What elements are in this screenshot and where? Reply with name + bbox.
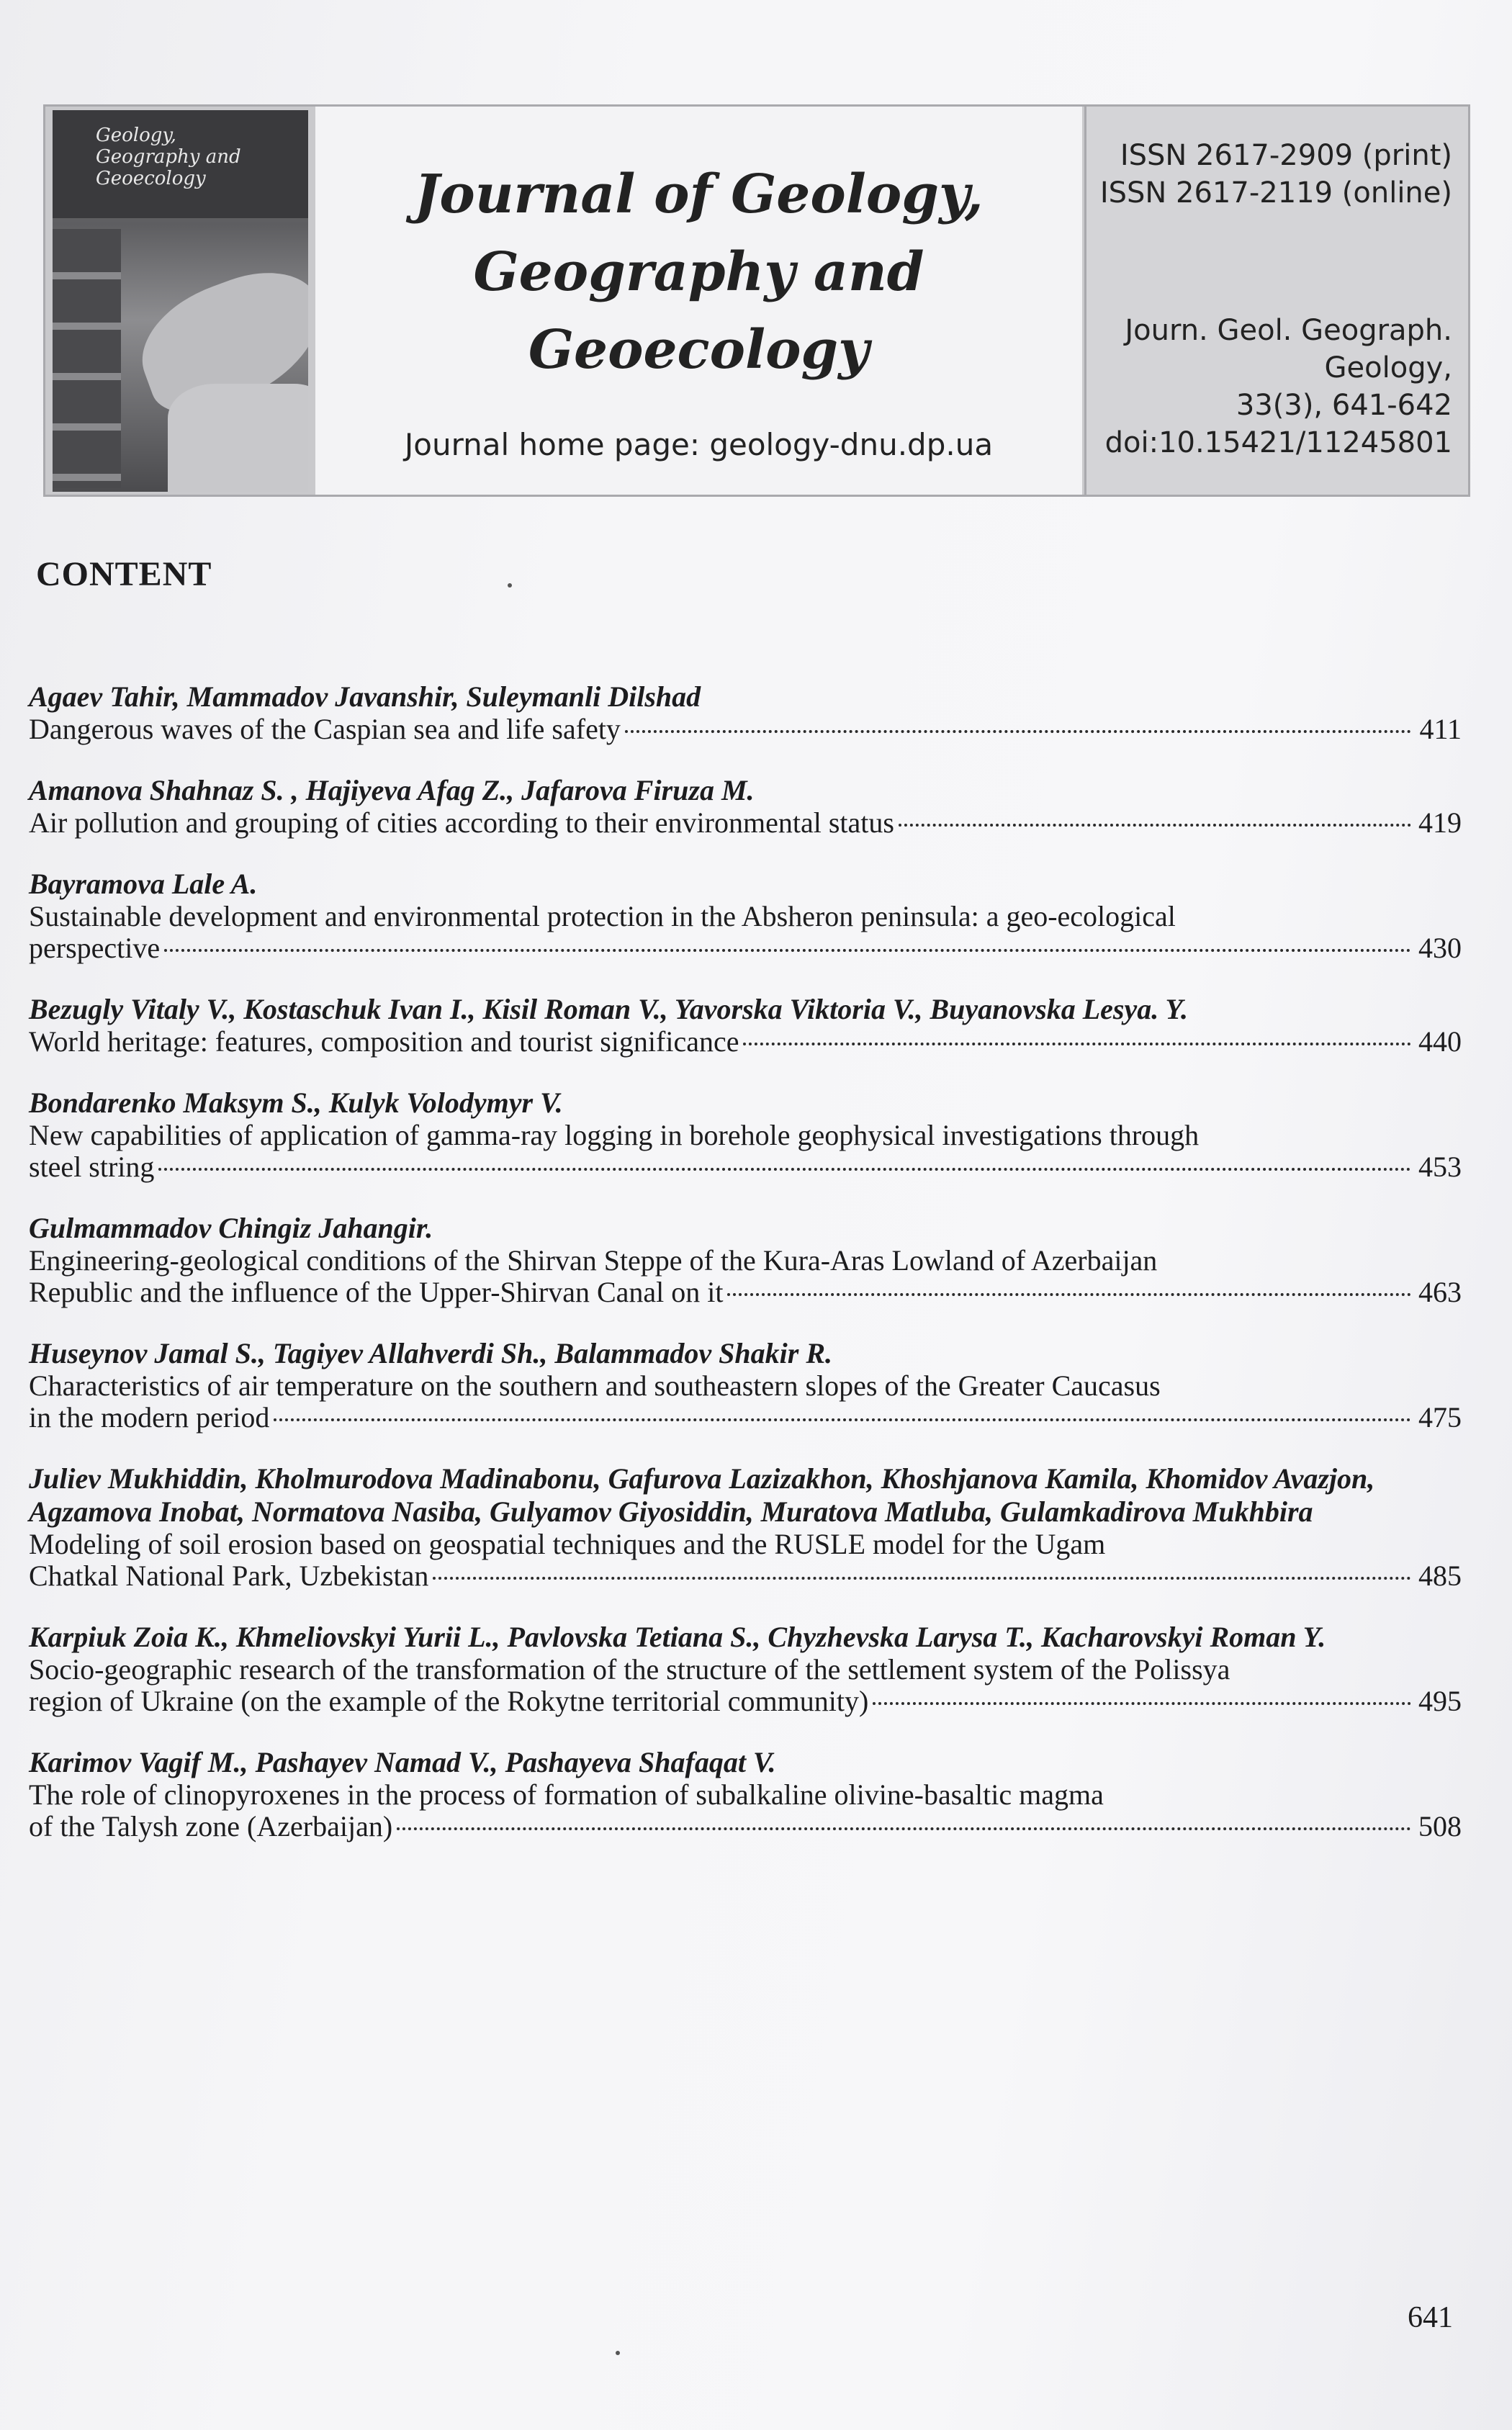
speck	[508, 583, 512, 588]
issn-print: ISSN 2617-2909 (print)	[1120, 139, 1452, 172]
issn-block	[1100, 137, 1452, 212]
journal-home-page[interactable]: Journal home page: geology-dnu.dp.ua	[404, 427, 994, 462]
volume-pages: 33(3), 641-642	[1236, 389, 1452, 422]
journal-section: Geology,	[1324, 351, 1452, 384]
toc-entry-authors: Gulmammadov Chingiz Jahangir.	[29, 1212, 433, 1244]
toc-entry[interactable]	[29, 1337, 1462, 1434]
toc-entry-authors: Agaev Tahir, Mammadov Javanshir, Suleymanli Dilshad	[29, 680, 701, 713]
toc-entry-last-line	[29, 1402, 1462, 1434]
table-of-contents	[29, 680, 1462, 1871]
toc-entry-title: Characteristics of air temperature on the southern and southeastern slopes of the Greater Caucasus	[29, 1369, 1161, 1402]
toc-entry-title: in the modern period	[29, 1401, 270, 1434]
toc-entry-last-line	[29, 1811, 1462, 1842]
toc-entry-page: 453	[1418, 1151, 1462, 1183]
issn-panel	[1084, 107, 1468, 495]
dot-leader	[397, 1827, 1411, 1830]
toc-entry[interactable]	[29, 868, 1462, 964]
issn-online: ISSN 2617-2119 (online)	[1099, 176, 1452, 210]
toc-entry-last-line	[29, 1686, 1462, 1717]
dot-leader	[873, 1702, 1411, 1705]
toc-entry-authors: Juliev Mukhiddin, Kholmurodova Madinabonu, Gafurova Lazizakhon, Khoshjanova Kamila, Khomidov Avazjon, Agzamova Inobat, Normatova Nasiba, Gulyamov Giyosiddin, Muratova Matluba, Gulamkadirova Mukhbira	[29, 1462, 1375, 1528]
dot-leader	[164, 949, 1411, 952]
dot-leader	[743, 1043, 1411, 1045]
toc-entry-authors: Huseynov Jamal S., Tagiyev Allahverdi Sh., Balammadov Shakir R.	[29, 1337, 833, 1369]
toc-entry-authors: Bondarenko Maksym S., Kulyk Volodymyr V.	[29, 1086, 563, 1119]
toc-entry-last-line	[29, 807, 1462, 839]
toc-entry-title: Chatkal National Park, Uzbekistan	[29, 1560, 429, 1592]
journal-title: Journal of Geology, Geography and Geoecology	[414, 163, 984, 381]
dot-leader	[727, 1293, 1411, 1296]
toc-entry[interactable]	[29, 774, 1462, 839]
toc-entry-page: 419	[1418, 806, 1462, 839]
toc-entry[interactable]	[29, 680, 1462, 745]
dot-leader	[899, 824, 1411, 827]
toc-entry-page: 463	[1418, 1276, 1462, 1308]
toc-entry-title: New capabilities of application of gamma-ray logging in borehole geophysical investigations through	[29, 1119, 1200, 1151]
toc-entry-last-line	[29, 1277, 1462, 1308]
toc-entry-title: Republic and the influence of the Upper-Shirvan Canal on it	[29, 1276, 724, 1308]
toc-entry[interactable]	[29, 1462, 1462, 1592]
toc-entry-title: region of Ukraine (on the example of the Rokytne territorial community)	[29, 1685, 869, 1717]
toc-entry[interactable]	[29, 1621, 1462, 1717]
toc-entry-authors: Bayramova Lale A.	[29, 868, 258, 900]
toc-entry-last-line	[29, 1026, 1462, 1058]
toc-entry-title: Modeling of soil erosion based on geospatial techniques and the RUSLE model for the Ugam	[29, 1528, 1106, 1560]
toc-entry-title: perspective	[29, 932, 161, 964]
toc-entry-title: Dangerous waves of the Caspian sea and life safety	[29, 713, 621, 745]
toc-entry-authors: Amanova Shahnaz S. , Hajiyeva Afag Z., Jafarova Firuza M.	[29, 774, 755, 806]
toc-entry[interactable]	[29, 1212, 1462, 1308]
toc-entry-title: The role of clinopyroxenes in the process of formation of subalkaline olivine-basaltic magma	[29, 1778, 1104, 1811]
toc-entry-authors: Karpiuk Zoia K., Khmeliovskyi Yurii L., Pavlovska Tetiana S., Chyzhevska Larysa T., Kacharovskyi Roman Y.	[29, 1621, 1326, 1653]
toc-entry-title: Air pollution and grouping of cities according to their environmental status	[29, 806, 894, 839]
toc-entry-authors: Karimov Vagif M., Pashayev Namad V., Pashayeva Shafaqat V.	[29, 1746, 776, 1778]
toc-entry-title: steel string	[29, 1151, 155, 1183]
page-number: 641	[1408, 2301, 1453, 2334]
journal-cover-image	[53, 110, 308, 492]
speck	[616, 2351, 620, 2355]
toc-entry-page: 485	[1418, 1560, 1462, 1592]
content-heading: CONTENT	[36, 555, 212, 593]
journal-header	[43, 104, 1470, 497]
toc-entry-page: 411	[1419, 713, 1462, 745]
title-panel	[315, 107, 1082, 495]
toc-entry-page: 495	[1418, 1685, 1462, 1717]
citation-block	[1105, 312, 1452, 462]
toc-entry-last-line	[29, 714, 1462, 745]
toc-entry[interactable]	[29, 1746, 1462, 1842]
toc-entry-title: Socio-geographic research of the transformation of the structure of the settlement system of the Polissya	[29, 1653, 1230, 1686]
cover-logo: Geology, Geography and Geoecology	[96, 125, 241, 189]
toc-entry[interactable]	[29, 993, 1462, 1058]
dot-leader	[625, 730, 1411, 733]
toc-entry-page: 430	[1418, 932, 1462, 964]
toc-entry-title: World heritage: features, composition and tourist significance	[29, 1025, 739, 1058]
toc-entry-page: 475	[1418, 1401, 1462, 1434]
toc-entry-last-line	[29, 1151, 1462, 1183]
journal-abbrev: Journ. Geol. Geograph.	[1125, 314, 1452, 347]
toc-entry-title: of the Talysh zone (Azerbaijan)	[29, 1810, 393, 1842]
toc-entry-last-line	[29, 932, 1462, 964]
toc-entry-page: 508	[1418, 1810, 1462, 1842]
toc-entry-title: Engineering-geological conditions of the Shirvan Steppe of the Kura-Aras Lowland of Azerbaijan	[29, 1244, 1158, 1277]
toc-entry-authors: Bezugly Vitaly V., Kostaschuk Ivan I., Kisil Roman V., Yavorska Viktoria V., Buyanovska Lesya. Y.	[29, 993, 1188, 1025]
dot-leader	[274, 1418, 1411, 1421]
toc-entry-page: 440	[1418, 1025, 1462, 1058]
toc-entry[interactable]	[29, 1086, 1462, 1183]
dot-leader	[158, 1168, 1411, 1171]
doi[interactable]: doi:10.15421/11245801	[1104, 426, 1452, 459]
toc-entry-last-line	[29, 1560, 1462, 1592]
toc-entry-title: Sustainable development and environmental protection in the Absheron peninsula: a geo-ecological	[29, 900, 1176, 932]
dot-leader	[433, 1577, 1411, 1580]
